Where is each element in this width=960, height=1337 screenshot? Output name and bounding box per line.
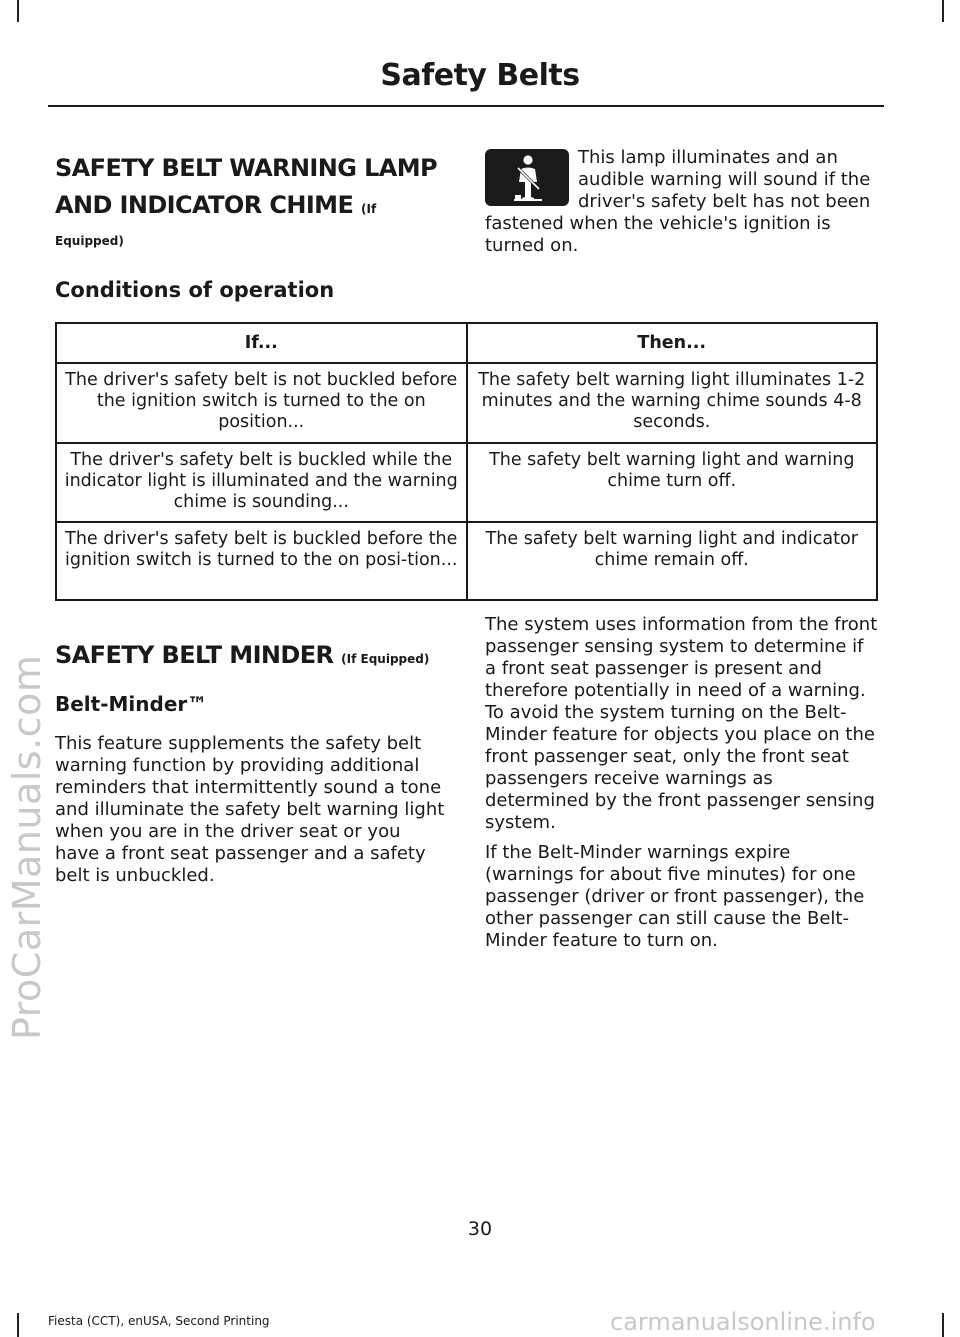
minder-heading-suffix: (If Equipped) xyxy=(341,652,430,666)
warning-lamp-description: This lamp illuminates and an audible warning will sound if the driver's safety belt has not been fastened when the vehicle's ignition is turned on. xyxy=(485,147,871,256)
minder-heading: SAFETY BELT MINDER xyxy=(55,641,334,669)
conditions-heading: Conditions of operation xyxy=(55,278,335,302)
section-heading-warning-lamp xyxy=(55,150,455,254)
minder-paragraph-3: If the Belt-Minder warnings expire (warnings for about five minutes) for one passenger (driver or front passenger), the other passenger can still cause the Belt-Minder feature to turn on. xyxy=(485,842,865,951)
table-cell-then: The safety belt warning light illuminates 1-2 minutes and the warning chime sounds 4-8 seconds. xyxy=(467,363,878,443)
table-cell-if: The driver's safety belt is buckled while the indicator light is illuminated and the warning chime is sounding... xyxy=(56,443,467,522)
crop-mark-top-right xyxy=(942,0,944,22)
watermark-vertical: ProCarManuals.com xyxy=(5,654,49,1040)
table-cell-if: The driver's safety belt is buckled before the ignition switch is turned to the on posi-tion... xyxy=(56,522,467,600)
conditions-table xyxy=(55,322,878,601)
table-row xyxy=(56,522,877,600)
header-divider xyxy=(48,105,884,107)
table-cell-if: The driver's safety belt is not buckled before the ignition switch is turned to the on position... xyxy=(56,363,467,443)
table-row xyxy=(56,443,877,522)
table-cell-then: The safety belt warning light and warning chime turn off. xyxy=(467,443,878,522)
page-header-title: Safety Belts xyxy=(380,58,580,93)
heading-equipped-label: Equipped) xyxy=(55,234,124,248)
table-cell-then: The safety belt warning light and indicator chime remain off. xyxy=(467,522,878,600)
heading-line-1: SAFETY BELT WARNING LAMP xyxy=(55,154,438,182)
belt-minder-subheading: Belt-Minder™ xyxy=(55,692,208,716)
page-number: 30 xyxy=(467,1218,493,1240)
heading-line-2: AND INDICATOR CHIME xyxy=(55,191,354,219)
crop-mark-top-left xyxy=(17,0,19,22)
minder-paragraph-1: This feature supplements the safety belt warning function by providing additional reminders that intermittently sound a tone and illuminate the safety belt warning light when you are in the driver seat or you have a front seat passenger and a safety belt is unbuckled. xyxy=(55,733,445,886)
minder-paragraph-2: The system uses information from the front passenger sensing system to determine if a front seat passenger is present and therefore potentially in need of a warning. To avoid the system turning on the Belt-Minder feature for objects you place on the front passenger seat, only the front seat passengers receive warnings as determined by the front passenger sensing system. xyxy=(485,614,878,833)
warning-lamp-description-block xyxy=(485,147,880,257)
crop-mark-bottom-right xyxy=(942,1313,944,1337)
heading-if-label: (If xyxy=(361,202,377,216)
table-header-if: If... xyxy=(56,323,467,363)
section-heading-minder xyxy=(55,641,429,669)
edition-footer: Fiesta (CCT), enUSA, Second Printing xyxy=(48,1314,270,1328)
watermark-bottom: carmanualsonline.info xyxy=(610,1308,876,1336)
crop-mark-bottom-left xyxy=(17,1313,19,1337)
table-header-then: Then... xyxy=(467,323,878,363)
table-row xyxy=(56,363,877,443)
